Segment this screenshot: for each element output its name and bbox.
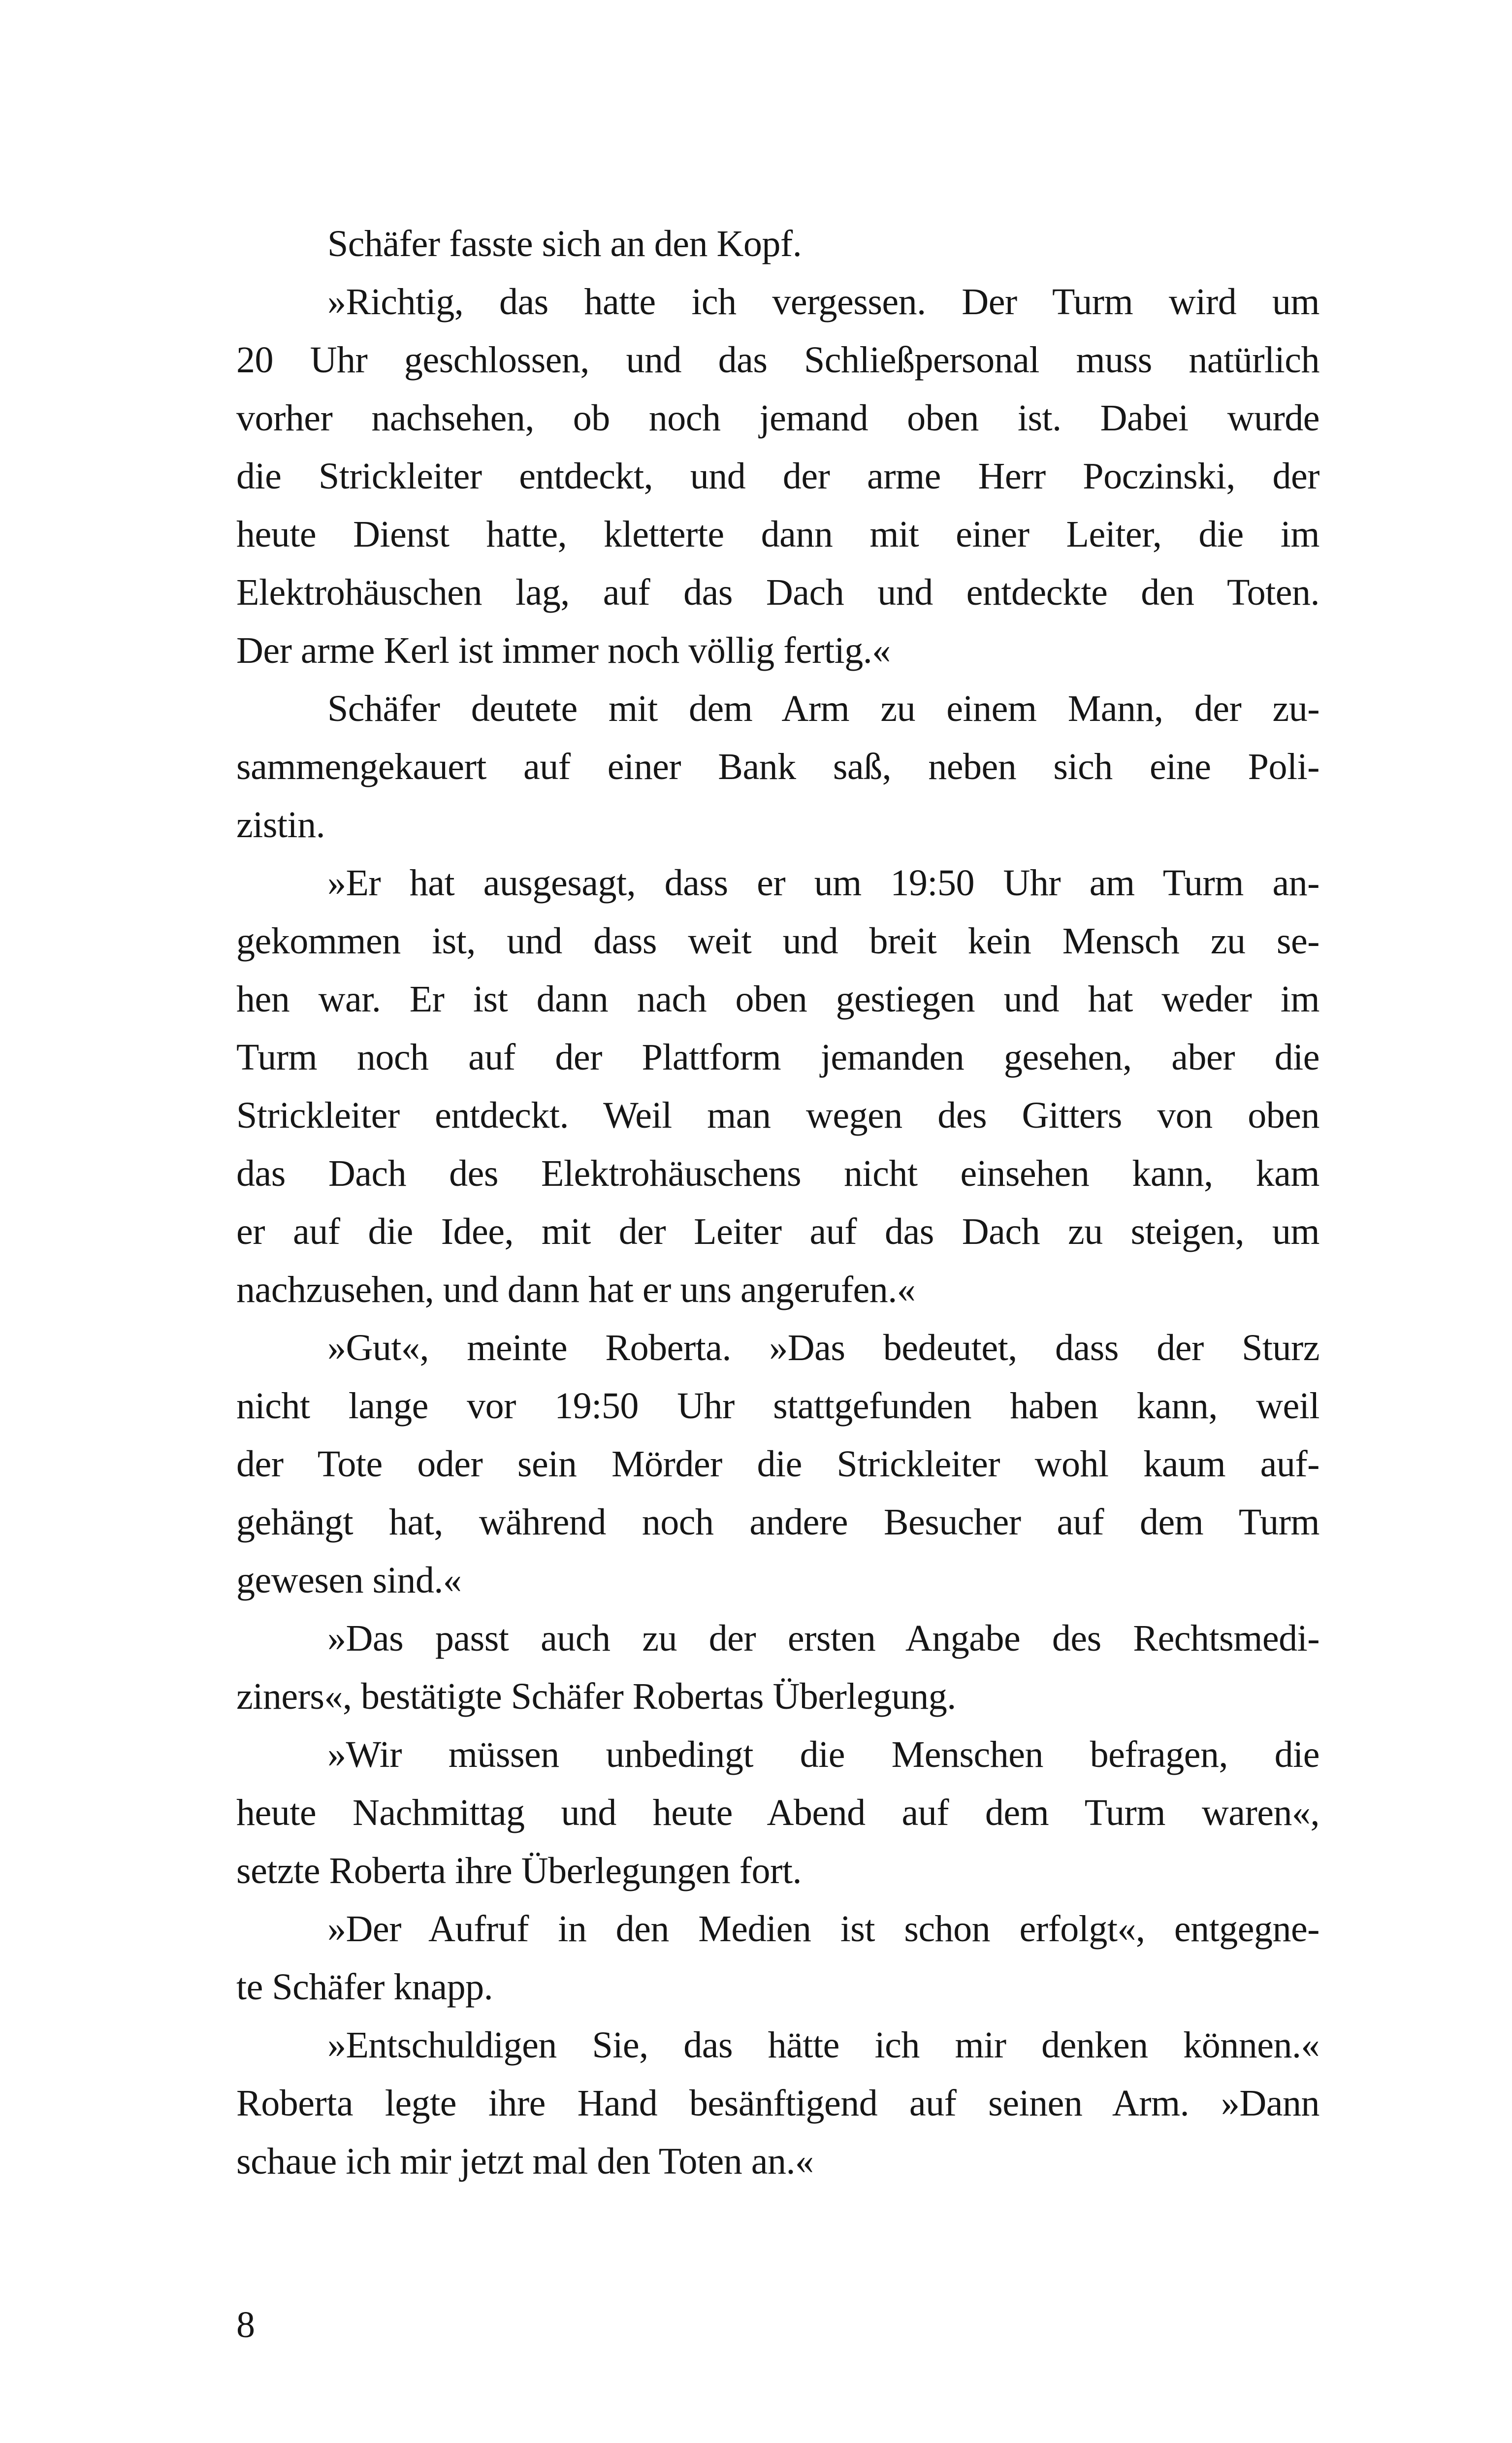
text-line: »Das passt auch zu der ersten Angabe des Rechtsmedi-	[327, 1618, 1319, 1659]
text-line: schaue ich mir jetzt mal den Toten an.«	[236, 2141, 814, 2182]
text-line: zistin.	[236, 804, 325, 846]
text-line: gekommen ist, und dass weit und breit kein Mensch zu se-	[236, 920, 1319, 962]
text-line: Elektrohäuschen lag, auf das Dach und entdeckte den Toten.	[236, 572, 1319, 613]
text-line: hen war. Er ist dann nach oben gestiegen und hat weder im	[236, 978, 1319, 1020]
text-line: nicht lange vor 19:50 Uhr stattgefunden haben kann, weil	[236, 1385, 1319, 1427]
text-line: »Wir müssen unbedingt die Menschen befragen, die	[327, 1734, 1319, 1775]
text-line: 20 Uhr geschlossen, und das Schließpersonal muss natürlich	[236, 339, 1319, 381]
text-line: die Strickleiter entdeckt, und der arme Herr Poczinski, der	[236, 456, 1319, 497]
text-line: »Entschuldigen Sie, das hätte ich mir denken können.«	[327, 2024, 1319, 2066]
text-line: te Schäfer knapp.	[236, 1966, 493, 2008]
text-line: Schäfer deutete mit dem Arm zu einem Mann, der zu-	[327, 688, 1319, 729]
text-line: Schäfer fasste sich an den Kopf.	[327, 223, 802, 264]
text-line: vorher nachsehen, ob noch jemand oben ist. Dabei wurde	[236, 397, 1319, 439]
text-line: sammengekauert auf einer Bank saß, neben sich eine Poli-	[236, 746, 1319, 787]
text-line: Strickleiter entdeckt. Weil man wegen des Gitters von oben	[236, 1095, 1319, 1136]
text-line: heute Dienst hatte, kletterte dann mit einer Leiter, die im	[236, 514, 1319, 555]
text-line: »Er hat ausgesagt, dass er um 19:50 Uhr am Turm an-	[327, 862, 1319, 904]
text-line: Der arme Kerl ist immer noch völlig fertig.«	[236, 630, 891, 671]
text-line: »Richtig, das hatte ich vergessen. Der Turm wird um	[327, 281, 1319, 323]
text-line: »Der Aufruf in den Medien ist schon erfolgt«, entgegne-	[327, 1908, 1319, 1950]
text-line: Roberta legte ihre Hand besänftigend auf seinen Arm. »Dann	[236, 2083, 1319, 2124]
text-line: nachzusehen, und dann hat er uns angerufen.«	[236, 1269, 916, 1310]
text-line: ziners«, bestätigte Schäfer Robertas Überlegung.	[236, 1676, 956, 1717]
text-line: »Gut«, meinte Roberta. »Das bedeutet, dass der Sturz	[327, 1327, 1319, 1368]
page-number: 8	[236, 2304, 255, 2345]
text-line: gehängt hat, während noch andere Besucher auf dem Turm	[236, 1501, 1319, 1543]
text-line: Turm noch auf der Plattform jemanden gesehen, aber die	[236, 1037, 1319, 1078]
text-line: gewesen sind.«	[236, 1560, 462, 1601]
text-line: er auf die Idee, mit der Leiter auf das Dach zu steigen, um	[236, 1211, 1319, 1252]
text-line: das Dach des Elektrohäuschens nicht einsehen kann, kam	[236, 1153, 1319, 1194]
text-line: der Tote oder sein Mörder die Strickleiter wohl kaum auf-	[236, 1443, 1319, 1485]
body-text	[236, 215, 1319, 2190]
text-line: heute Nachmittag und heute Abend auf dem Turm waren«,	[236, 1792, 1319, 1833]
text-line: setzte Roberta ihre Überlegungen fort.	[236, 1850, 802, 1891]
